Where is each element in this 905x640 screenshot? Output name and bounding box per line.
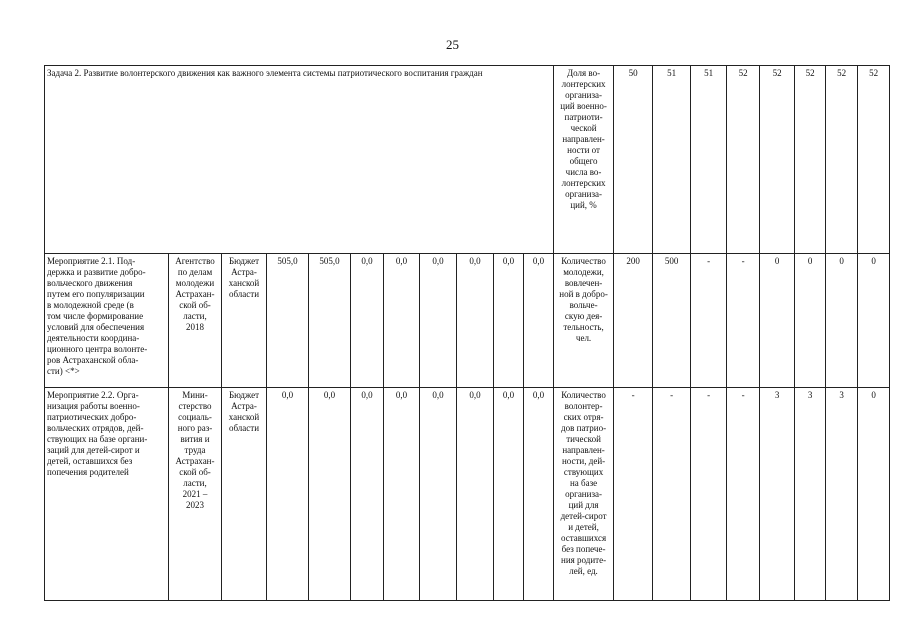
target-value: 0 [760, 254, 795, 388]
funding-value: 0,0 [309, 388, 351, 601]
event-description: Мероприятие 2.1. Под- держка и развитие добро- вольческого движения путем его популяризации в молодежной среде (в том числе формирование условий для обеспечения деятельности координа- ционного центра волонте- ров Астраханской обла- сти) <*> [45, 254, 169, 388]
funding-value: 505,0 [309, 254, 351, 388]
event-indicator: Количество волонтер- ских отря- дов патрио- тической направлен- ности, дей- ствующих на базе организа- ций для детей-сирот и детей, оставшихся без попече- ния родите- лей, ед. [554, 388, 614, 601]
target-value: 52 [760, 66, 795, 254]
target-value: 500 [653, 254, 691, 388]
target-value: 52 [858, 66, 890, 254]
event-description: Мероприятие 2.2. Орга- низация работы военно- патриотических добро- вольческих отрядов, дей- ствующих на базе органи- заций для детей-сирот и детей, оставшихся без попечения родителей [45, 388, 169, 601]
funding-source: Бюджет Астра- ханской области [222, 254, 267, 388]
target-value: 52 [795, 66, 826, 254]
target-value: 3 [795, 388, 826, 601]
event-2-1-row [45, 254, 890, 388]
target-value: 51 [691, 66, 727, 254]
target-value: - [727, 254, 760, 388]
funding-source: Бюджет Астра- ханской области [222, 388, 267, 601]
funding-value: 0,0 [457, 388, 494, 601]
funding-value: 0,0 [494, 388, 524, 601]
funding-value: 505,0 [267, 254, 309, 388]
event-executor: Агентство по делам молодежи Астрахан- ской об- ласти, 2018 [169, 254, 222, 388]
target-value: 52 [826, 66, 858, 254]
funding-value: 0,0 [351, 388, 384, 601]
target-value: 0 [826, 254, 858, 388]
target-value: 52 [727, 66, 760, 254]
funding-value: 0,0 [384, 254, 420, 388]
target-value: - [653, 388, 691, 601]
target-value: 200 [614, 254, 653, 388]
target-value: - [691, 388, 727, 601]
target-value: 0 [858, 254, 890, 388]
event-indicator: Количество молодежи, вовлечен- ной в добро- вольче- скую дея- тельность, чел. [554, 254, 614, 388]
target-value: - [691, 254, 727, 388]
event-executor: Мини- стерство социаль- ного раз- вития и труда Астрахан- ской об- ласти, 2021 – 2023 [169, 388, 222, 601]
target-value: 51 [653, 66, 691, 254]
funding-value: 0,0 [384, 388, 420, 601]
funding-value: 0,0 [351, 254, 384, 388]
task-2-indicator: Доля во- лонтерских организа- ций военно- патриоти- ческой направлен- ности от общего числа во- лонтерских организа- ций, % [554, 66, 614, 254]
target-value: - [727, 388, 760, 601]
task-2-row [45, 66, 890, 254]
event-2-2-row [45, 388, 890, 601]
task-2-title: Задача 2. Развитие волонтерского движения как важного элемента системы патриотического воспитания граждан [45, 66, 554, 254]
target-value: - [614, 388, 653, 601]
funding-value: 0,0 [420, 388, 457, 601]
funding-value: 0,0 [420, 254, 457, 388]
funding-value: 0,0 [267, 388, 309, 601]
target-value: 0 [795, 254, 826, 388]
target-value: 0 [858, 388, 890, 601]
target-value: 50 [614, 66, 653, 254]
page-number: 25 [446, 37, 459, 52]
target-value: 3 [760, 388, 795, 601]
funding-value: 0,0 [524, 388, 554, 601]
funding-value: 0,0 [457, 254, 494, 388]
funding-value: 0,0 [524, 254, 554, 388]
program-table [44, 65, 890, 601]
funding-value: 0,0 [494, 254, 524, 388]
target-value: 3 [826, 388, 858, 601]
